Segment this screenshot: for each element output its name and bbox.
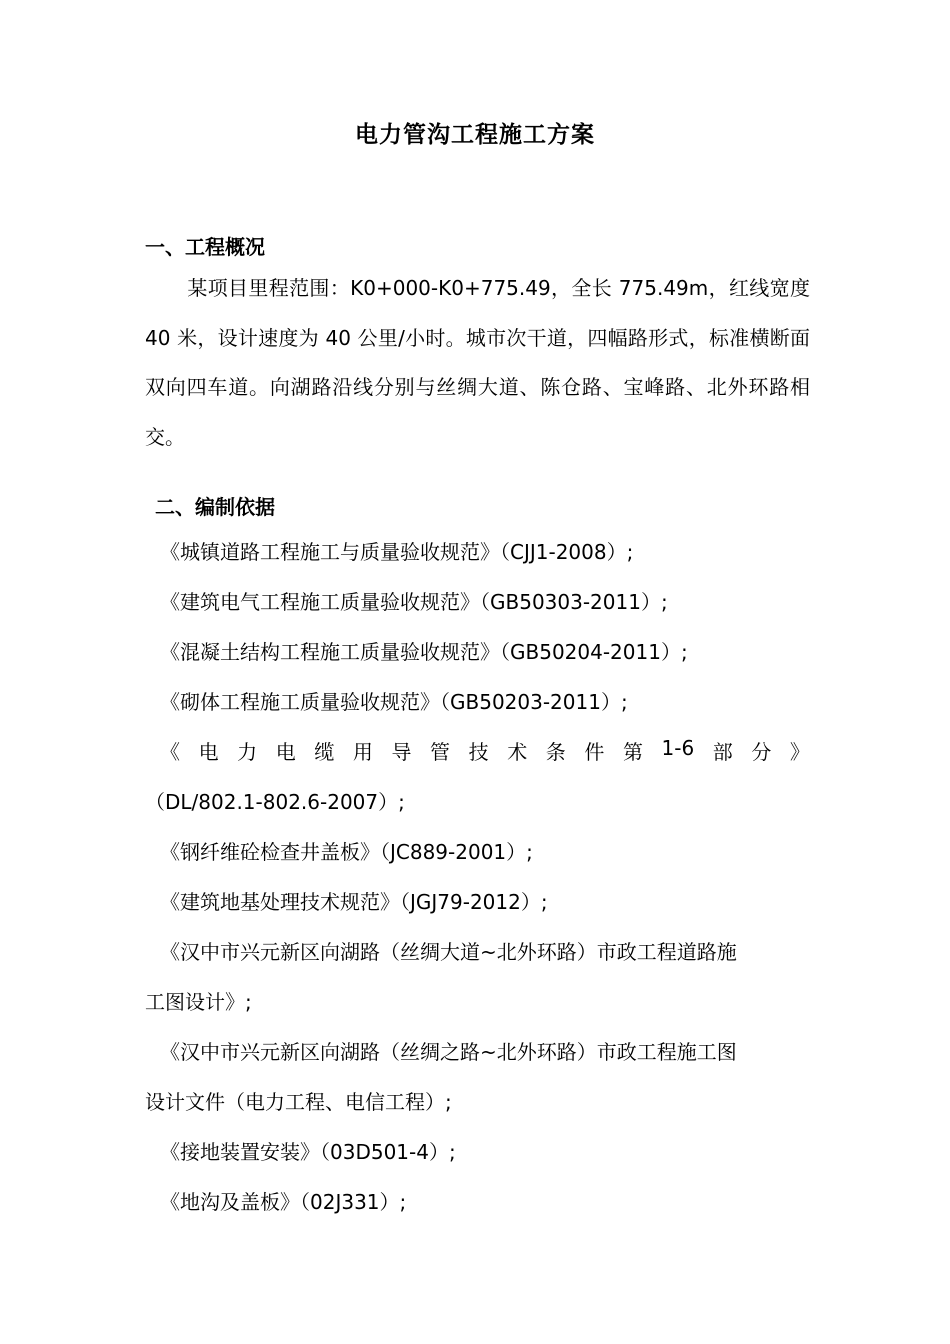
overview-paragraph xyxy=(145,264,810,462)
basis-item: 《砌体工程施工质量验收规范》（GB50203-2011）; xyxy=(160,690,628,714)
basis-item-continuation: 工图设计》; xyxy=(145,990,252,1014)
basis-item-continuation: （DL/802.1-802.6-2007）; xyxy=(145,790,405,814)
section-heading-basis: 二、编制依据 xyxy=(155,495,275,519)
spread-part: 技 xyxy=(468,740,489,764)
basis-item-spread xyxy=(160,736,810,765)
spread-part: 》 xyxy=(789,740,810,764)
spread-part: 第 xyxy=(622,740,643,764)
spread-part: 条 xyxy=(545,740,566,764)
spread-part: 电 xyxy=(198,740,219,764)
basis-item-continuation: 设计文件（电力工程、电信工程）; xyxy=(145,1090,452,1114)
spread-part: 术 xyxy=(507,740,528,764)
spread-part: 管 xyxy=(430,740,451,764)
spread-part: 力 xyxy=(237,740,258,764)
basis-item: 《钢纤维砼检查井盖板》（JC889-2001）; xyxy=(160,840,533,864)
spread-part: 《 xyxy=(160,740,180,764)
basis-item: 《建筑地基处理技术规范》（JGJ79-2012）; xyxy=(160,890,548,914)
overview-paragraph-text: 某项目里程范围：K0+000-K0+775.49，全长 775.49m，红线宽度 40 米，设计速度为 40 公里/小时。城市次干道，四幅路形式，标准横断面双向四车道。向湖路沿线分别与丝绸大道、陈仓路、宝峰路、北外环路相交。 xyxy=(145,276,810,449)
basis-item: 《城镇道路工程施工与质量验收规范》（CJJ1-2008）; xyxy=(160,540,634,564)
basis-item: 《汉中市兴元新区向湖路（丝绸之路~北外环路）市政工程施工图 xyxy=(160,1040,737,1064)
spread-part: 缆 xyxy=(314,740,335,764)
basis-item: 《地沟及盖板》（02J331）; xyxy=(160,1190,407,1214)
section-heading-overview: 一、工程概况 xyxy=(145,235,265,259)
basis-item: 《汉中市兴元新区向湖路（丝绸大道~北外环路）市政工程道路施 xyxy=(160,940,737,964)
spread-part: 件 xyxy=(584,740,605,764)
basis-item: 《混凝土结构工程施工质量验收规范》（GB50204-2011）; xyxy=(160,640,688,664)
basis-item: 《建筑电气工程施工质量验收规范》（GB50303-2011）; xyxy=(160,590,668,614)
spread-part: 用 xyxy=(352,740,373,764)
basis-item: 《接地装置安装》（03D501-4）; xyxy=(160,1140,456,1164)
spread-part: 导 xyxy=(391,740,412,764)
spread-part: 部 xyxy=(712,740,733,764)
spread-part: 1-6 xyxy=(661,736,695,760)
spread-part: 电 xyxy=(275,740,296,764)
spread-part: 分 xyxy=(751,740,772,764)
document-title: 电力管沟工程施工方案 xyxy=(355,122,595,148)
